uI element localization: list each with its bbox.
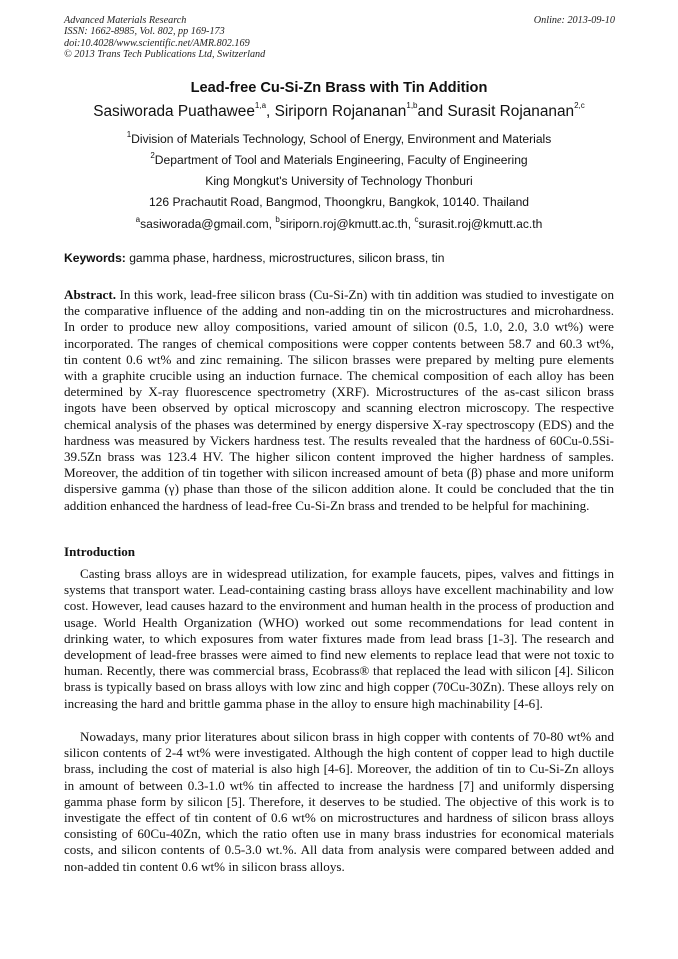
journal-name: Advanced Materials Research (64, 15, 187, 26)
keywords-text: gamma phase, hardness, microstructures, silicon brass, tin (125, 251, 445, 265)
email-mark: a (135, 215, 141, 224)
email-mark: b (275, 215, 280, 224)
affiliation-text: Department of Tool and Materials Engineering, Faculty of Engineering (154, 153, 528, 167)
author-affiliation-mark: 1,b (406, 101, 418, 110)
author-affiliation-mark: 1,a (254, 101, 267, 110)
section-heading-introduction: Introduction (64, 544, 136, 559)
email-link[interactable]: sasiworada@gmail.com, (140, 217, 276, 231)
journal-issn: ISSN: 1662-8985, Vol. 802, pp 169-173 (64, 26, 225, 38)
affiliation-mark: 1 (126, 130, 132, 139)
author-separator: and (417, 103, 448, 120)
affiliation-mark: 2 (150, 151, 155, 160)
journal-copyright: © 2013 Trans Tech Publications Ltd, Switzerland (64, 49, 266, 61)
abstract-text: In this work, lead-free silicon brass (Cu-Si-Zn) with tin addition was studied to investigate on the comparative influence of the adding and non-adding tin on the microstructures and microhardness. In order to produce new alloy compositions, varied amount of silicon (0.5, 1.0, 2.0, 3.0 wt%) were incorporated. The ranges of chemical compositions were copper contents between 58.7 and 60.3 wt%, tin content 0.6 wt% and zinc remaining. The silicon brasses were prepared by melting pure elements with a graphite crucible using an induction furnace. The chemical composition of each alloy has been determined by X-ray fluorescence spectrometry (XRF). Microstructures of the as-cast silicon brass ingots have been observed by optical microscopy and scanning electron microscopy. The respective chemical analysis of the phases was determined by energy dispersive X-ray spectroscopy (EDS) and the hardness was measured by Vickers hardness test. The results revealed that the hardness of 60Cu-0.5Si-39.5Zn brass was 123.4 HV. The higher silicon content improved the higher hardness of samples. Moreover, the addition of tin together with silicon increased amount of beta (β) phase and more uniform dispersive gamma (γ) phase than those of the silicon addition alone. It could be concluded that the tin addition enhanced the hardness of lead-free Cu-Si-Zn brass and trended to be helpful for machining. (64, 287, 614, 513)
abstract (64, 287, 614, 514)
author-name: Sasiworada Puathawee (93, 103, 255, 120)
affiliation-line (0, 153, 678, 167)
author-name: Siriporn Rojananan (274, 103, 407, 120)
author-name: Surasit Rojananan (447, 103, 575, 120)
abstract-label: Abstract. (64, 287, 116, 302)
keywords-label: Keywords: (64, 251, 126, 265)
author-list (0, 103, 678, 121)
affiliation-line: King Mongkut's University of Technology Thonburi (205, 174, 473, 188)
paper-title: Lead-free Cu-Si-Zn Brass with Tin Addition (190, 80, 488, 96)
email-link[interactable]: surasit.roj@kmutt.ac.th (418, 217, 543, 231)
affiliation-text: Division of Materials Technology, School of Energy, Environment and Materials (131, 132, 552, 146)
author-emails (0, 217, 678, 231)
journal-doi: doi:10.4028/www.scientific.net/AMR.802.169 (64, 37, 250, 49)
affiliation-line (0, 132, 678, 146)
email-link[interactable]: siriporn.roj@kmutt.ac.th, (279, 217, 415, 231)
author-affiliation-mark: 2,c (574, 101, 585, 110)
online-date: Online: 2013-09-10 (533, 15, 615, 26)
author-separator: , (266, 103, 275, 120)
email-mark: c (414, 215, 419, 224)
intro-paragraph-2: Nowadays, many prior literatures about silicon brass in high copper with contents of 70-80 wt% and silicon contents of 2-4 wt% were investigated. Although the high content of copper lead to high ductile brass, including the cost of material is also high [4-6]. Moreover, the addition of tin to Cu-Si-Zn alloys in amount of between 0.3-1.0 wt% tin affected to increase the hardness [7] and uniformly dispersing gamma phase form by silicon [5]. Therefore, it deserves to be studied. The objective of this work is to investigate the effect of tin content of 0.6 wt% on microstructures and hardness of silicon brass alloys consisting of 60Cu-40Zn, which the ratio often use in many brass industries for economical materials costs, and silicon contents of 0.5-3.0 wt.%. All data from analysis were compared between added and non-added tin content 0.6 wt% in silicon brass alloys. (64, 729, 614, 874)
affiliation-line: 126 Prachautit Road, Bangmod, Thoongkru, Bangkok, 10140. Thailand (148, 195, 530, 209)
keywords (64, 251, 614, 265)
intro-paragraph-1: Casting brass alloys are in widespread utilization, for example faucets, pipes, valves and fittings in systems that transport water. Lead-containing casting brass alloys have excellent machinability and low cost. However, lead causes hazard to the environment and human health in the process of production and usage. World Health Organization (WHO) worked out some recommendations for lead content in drinking water, to which exposures from water fixtures made from lead brass [1-3]. The research and development of lead-free brasses were aimed to find new elements to replace lead that were not toxic to human. Recently, there was commercial brass, Ecobrass® that replaced the lead with silicon [4]. Silicon brass is typically based on brass alloys with low zinc and high copper (70Cu-30Zn). These alloys rely on increasing the hard and brittle gamma phase in the alloy to ensure high machinability [4-6]. (64, 566, 614, 711)
journal-header (64, 15, 265, 61)
